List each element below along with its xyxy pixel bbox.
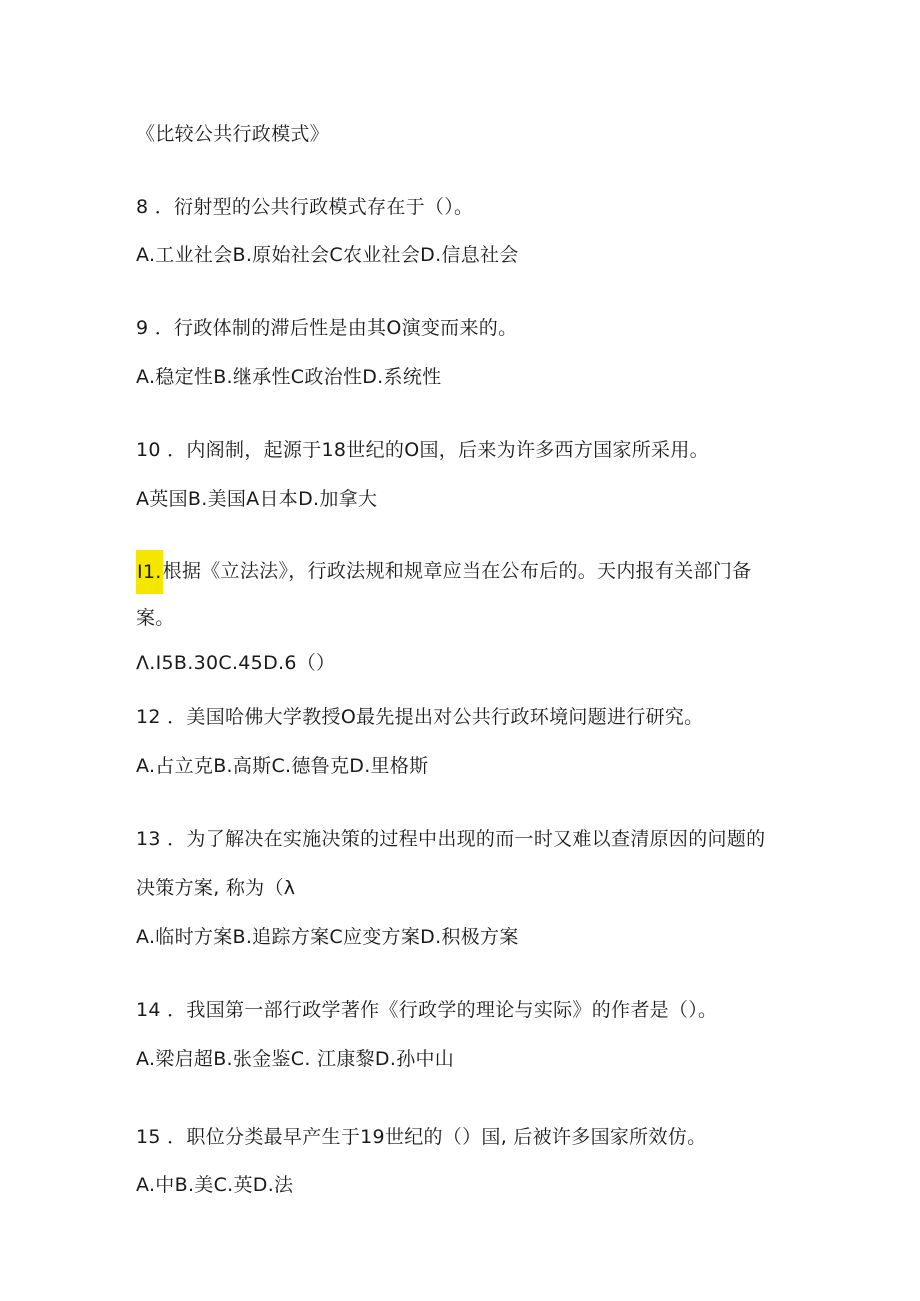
question-13: 13 ．为了解决在实施决策的过程中出现的而一时又难以查清原因的问题的 [136, 828, 766, 850]
question-9: 9 ．行政体制的滞后性是由其O演变而来的。 [136, 317, 518, 339]
question-11 [136, 549, 751, 594]
question-8-options: A.工业社会B.原始社会C农业社会D.信息社会 [136, 244, 519, 266]
question-15-options: A.中B.美C.英D.法 [136, 1174, 294, 1196]
question-11-number-highlight: I1. [136, 550, 163, 594]
question-12: 12 ．美国哈佛大学教授O最先提出对公共行政环境问题进行研究。 [136, 706, 704, 728]
question-8: 8 ．衍射型的公共行政模式存在于（）。 [136, 196, 474, 218]
question-12-options: A.占立克B.高斯C.德鲁克D.里格斯 [136, 755, 429, 777]
question-13-continuation: 决策方案, 称为（λ [136, 877, 296, 899]
section-title: 《比较公共行政模式》 [136, 123, 330, 145]
question-11-options: Λ.I5B.30C.45D.6（） [136, 652, 336, 674]
question-13-options: A.临时方案B.追踪方案C应变方案D.积极方案 [136, 926, 519, 948]
question-9-options: A.稳定性B.继承性C政治性D.系统性 [136, 366, 442, 388]
question-11-text: 根据《立法法》，行政法规和规章应当在公布后的。天内报有关部门备 [162, 560, 752, 582]
question-10: 10 ．内阁制，起源于18世纪的O国，后来为许多西方国家所采用。 [136, 439, 709, 461]
question-14-options: A.梁启超B.张金鉴C. 江康黎D.孙中山 [136, 1048, 455, 1070]
question-15: 15 ．职位分类最早产生于19世纪的（）国, 后被许多国家所效仿。 [136, 1126, 707, 1148]
question-10-options: A英国B.美国A日本D.加拿大 [136, 488, 378, 510]
question-11-continuation: 案。 [136, 607, 175, 629]
question-14: 14 ．我国第一部行政学著作《行政学的理论与实际》的作者是（）。 [136, 999, 718, 1021]
